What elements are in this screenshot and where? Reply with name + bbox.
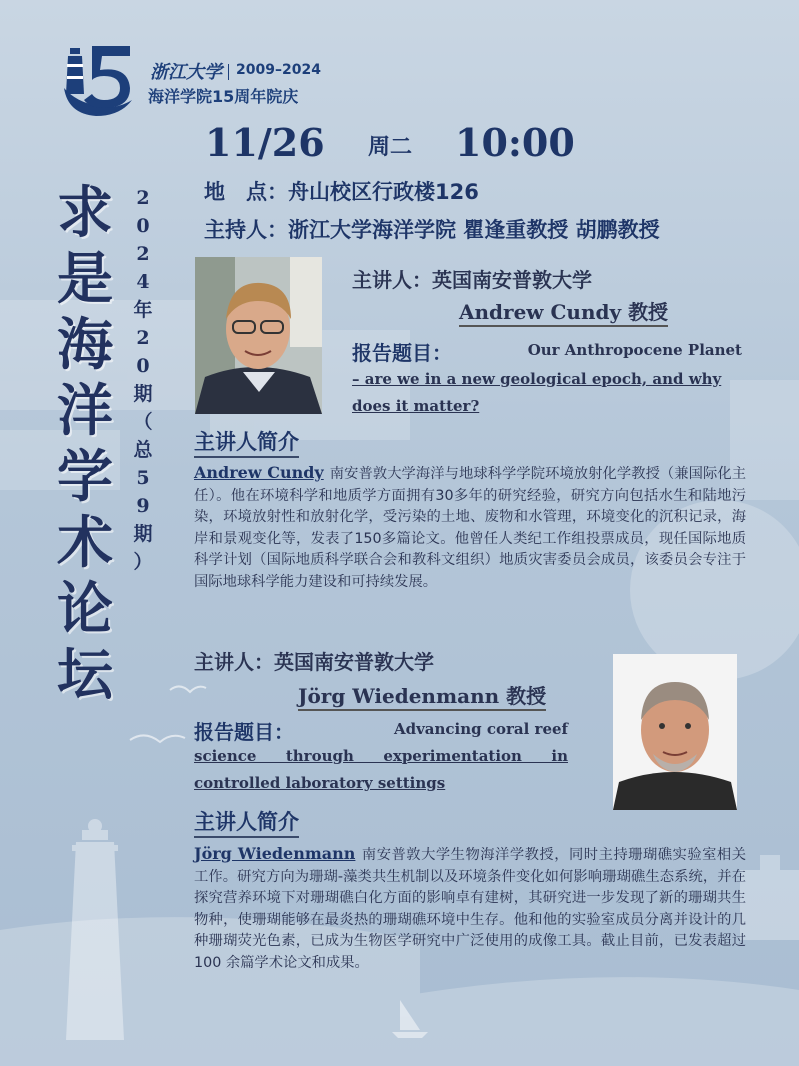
issue-char: 9 [136, 495, 150, 517]
issue-number [128, 184, 158, 576]
speaker2-topic-label: 报告题目： [194, 720, 294, 744]
speaker1-bio-heading: 主讲人简介 [194, 426, 299, 458]
speaker1-name: Andrew Cundy [459, 300, 622, 324]
speaker2-affiliation: 主讲人：英国南安普敦大学 [194, 650, 434, 674]
issue-char: （ [133, 411, 153, 433]
event-time: 10:00 [455, 120, 575, 165]
issue-char: 期 [133, 383, 153, 405]
event-weekday: 周二 [368, 135, 413, 160]
speaker2-bio [194, 843, 746, 974]
issue-char: 总 [133, 439, 153, 461]
speaker1-topic-rest [352, 366, 744, 420]
forum-title-char: 论 [57, 576, 113, 642]
event-host: 主持人：浙江大学海洋学院 瞿逢重教授 胡鹏教授 [204, 218, 660, 242]
forum-title-char: 洋 [57, 378, 113, 444]
issue-char: 0 [136, 215, 150, 237]
forum-title [50, 180, 120, 708]
person-avatar-icon [613, 654, 737, 810]
event-location: 地 点：舟山校区行政楼126 [204, 180, 479, 204]
building-silhouette [740, 855, 799, 940]
speaker1-name-title [459, 296, 668, 327]
forum-title-char: 术 [57, 510, 113, 576]
issue-char: 年 [133, 299, 153, 321]
speaker1-bio [194, 462, 746, 593]
issue-char: 2 [136, 243, 150, 265]
speaker1-topic-line3: does it matter? [352, 397, 480, 415]
speaker1-title: 教授 [628, 300, 669, 324]
issue-char: 2 [136, 327, 150, 349]
speaker1-topic [352, 337, 742, 366]
speaker1-topic-line1: Our Anthropocene Planet [527, 341, 742, 359]
forum-title-char: 是 [57, 246, 113, 312]
speaker1-bio-name: Andrew Cundy [194, 463, 324, 482]
anniversary-label: 海洋学院15周年院庆 [148, 87, 299, 106]
person-avatar-icon [195, 257, 322, 414]
speaker2-title: 教授 [506, 684, 547, 708]
forum-title-char: 海 [57, 312, 113, 378]
event-date: 11/26 [205, 120, 325, 165]
speaker2-name: Jörg Wiedenmann [298, 684, 500, 708]
lighthouse-icon [66, 819, 124, 1040]
speaker2-bio-text: 南安普敦大学生物海洋学教授，同时主持珊瑚礁实验室相关工作。研究方向为珊瑚-藻类共生机制以及环境条件变化如何影响珊瑚礁生态系统，并在探究营养环境下对珊瑚礁白化方面的影响卓有建树，其研究进一步发现了新的珊瑚共生物种，使珊瑚能够在最炎热的珊瑚礁环境中生存。他和他的实验室成员分离并设计的几种珊瑚荧光色素，已成为生物医学研究中广泛使用的成像工具。截止目前，已发表超过100 余篇学术论文和成果。 [194, 847, 747, 971]
speaker1-bio-text: 南安普敦大学海洋与地球科学学院环境放射化学教授（兼国际化主任）。他在环境科学和地质学方面拥有30多年的研究经验，研究方向包括水生和陆地污染，环境放射性和放射化学，受污染的土地、废物和水管理，环境变化的沉积记录，海岸和景观变化等，发表了150多篇论文。他曾任人类纪工作组投票成员，现任国际地质科学计划（国际地质科学联合会和教科文组织）地质灾害委员会成员，该委员会专注于国际地球科学能力建设和可持续发展。 [194, 466, 747, 590]
issue-char: ） [133, 551, 153, 573]
speaker2-topic-line3: controlled laboratory settings [194, 774, 446, 792]
speaker1-topic-line2: – are we in a new geological epoch, and why [352, 370, 722, 388]
speaker1-topic-label: 报告题目： [352, 341, 452, 365]
anniversary-logo-icon [58, 36, 140, 120]
speaker2-photo [613, 654, 737, 810]
speaker2-bio-name: Jörg Wiedenmann [194, 844, 356, 863]
forum-title-char: 坛 [57, 642, 113, 708]
issue-char: 4 [136, 271, 150, 293]
speaker1-affiliation: 主讲人：英国南安普敦大学 [352, 268, 592, 292]
speaker2-topic [194, 716, 568, 745]
forum-title-char: 学 [57, 444, 113, 510]
issue-char: 期 [133, 523, 153, 545]
speaker2-topic-rest [194, 743, 568, 797]
speaker2-bio-heading: 主讲人简介 [194, 806, 299, 838]
issue-char: 2 [136, 187, 150, 209]
speaker2-topic-line2: science through experimentation in [194, 747, 568, 765]
speaker2-topic-line1: Advancing coral reef [393, 720, 568, 738]
anniversary-years: 2009–2024 [236, 62, 321, 78]
issue-char: 5 [136, 467, 150, 489]
speaker1-photo [195, 257, 322, 414]
issue-char: 0 [136, 355, 150, 377]
forum-title-char: 求 [57, 180, 113, 246]
speaker2-name-title [298, 680, 546, 711]
university-name: 浙江大学 [150, 62, 222, 83]
